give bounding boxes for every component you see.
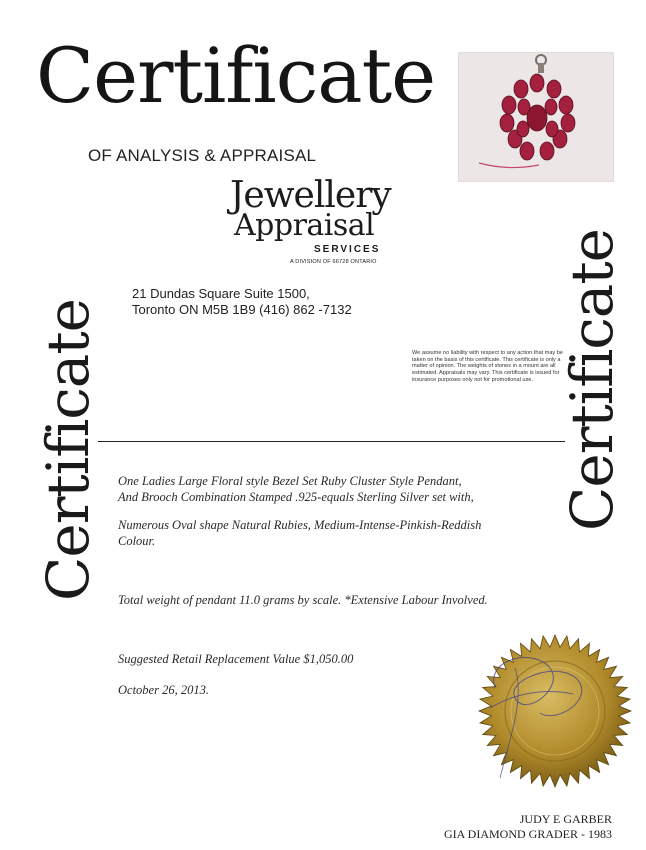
pendant-photo — [458, 52, 614, 182]
handwritten-signature — [455, 628, 605, 788]
signature — [455, 628, 605, 788]
signatory-title: GIA DIAMOND GRADER - 1983 — [444, 827, 612, 841]
certificate-title: Certificate — [36, 31, 436, 120]
logo-division: A DIVISION OF 66728 ONTARIO — [290, 259, 377, 265]
section-divider — [98, 441, 565, 442]
ruby-pendant-image — [459, 53, 613, 181]
logo-jewellery: Jewellery — [230, 175, 391, 216]
description-line-1: One Ladies Large Floral style Bezel Set Ruby Cluster Style Pendant, — [118, 474, 462, 488]
total-weight: Total weight of pendant 11.0 grams by scale. *Extensive Labour Involved. — [118, 593, 488, 607]
liability-disclaimer: We assume no liability with respect to any action that may be taken on the basis of this certificate. This certificate is only a matter of opinion. The weights of stones in a mount are all estimated. Appraisals may vary. This certificate is issued for insurance purposes only not for promotional use. — [412, 350, 564, 383]
description-line-2: And Brooch Combination Stamped .925-equals Sterling Silver set with, — [118, 490, 474, 504]
description-line-3: Numerous Oval shape Natural Rubies, Medium-Intense-Pinkish-Reddish — [118, 518, 482, 532]
logo-services: SERVICES — [314, 244, 381, 255]
address-line-1: 21 Dundas Square Suite 1500, — [132, 286, 310, 301]
address-line-2: Toronto ON M5B 1B9 (416) 862 -7132 — [132, 302, 352, 317]
company-logo — [210, 175, 420, 273]
certificate-subtitle: OF ANALYSIS & APPRAISAL — [88, 146, 317, 165]
description-line-4: Colour. — [118, 534, 156, 548]
logo-appraisal: Appraisal — [234, 208, 375, 243]
signatory-name: JUDY E GARBER — [519, 812, 612, 826]
side-certificate-right: Certificate — [558, 229, 626, 531]
side-certificate-left: Certificate — [34, 299, 102, 601]
replacement-value: Suggested Retail Replacement Value $1,050.00 — [118, 652, 354, 666]
appraisal-date: October 26, 2013. — [118, 683, 209, 697]
